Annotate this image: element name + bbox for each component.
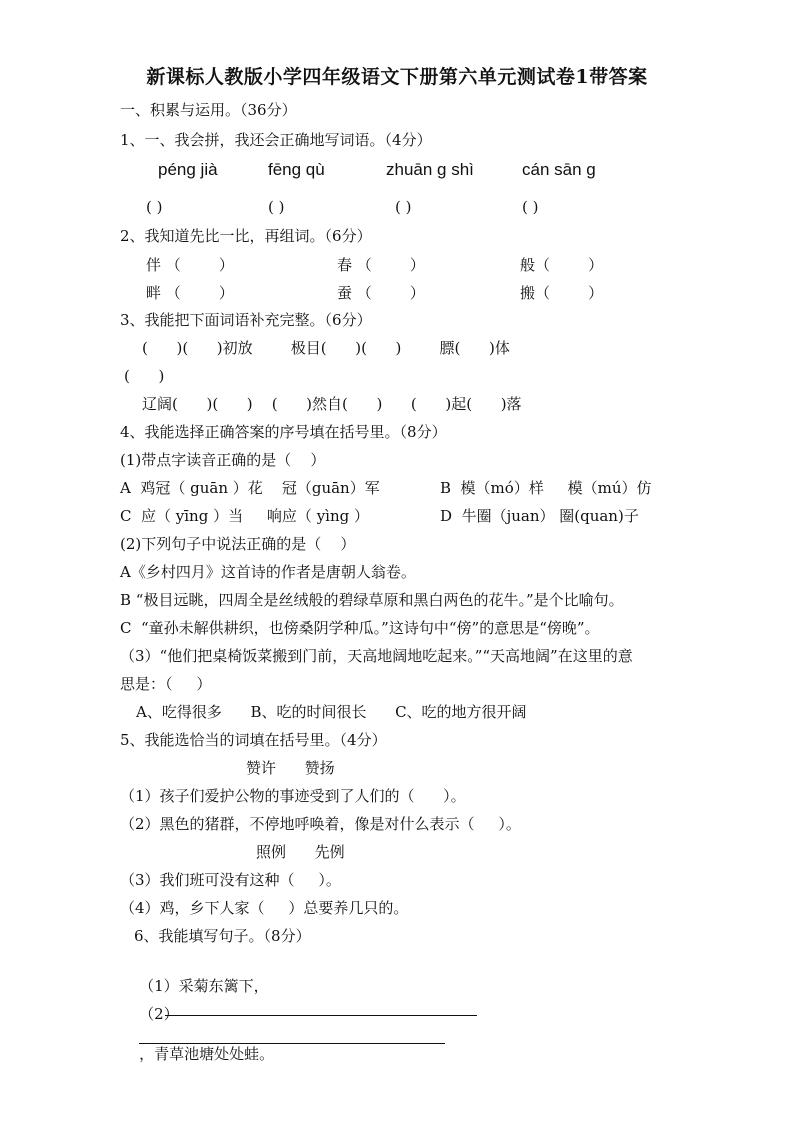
question-4-sub3-cont[interactable]: 思是：（ ） bbox=[120, 675, 212, 693]
pinyin-3: zhuān g shì bbox=[386, 160, 474, 179]
answer-blank-3[interactable]: ( ) bbox=[395, 198, 412, 216]
word-choices-1: 赞许 赞扬 bbox=[246, 759, 335, 777]
option-c: C 应（ yīng ）当 响应（ yìng ） bbox=[120, 507, 369, 525]
word-choices-2: 照例 先例 bbox=[256, 843, 345, 861]
fill-sentence-3[interactable]: （3）我们班可没有这种（ ）。 bbox=[120, 871, 341, 889]
compare-word[interactable]: 伴 （ ） bbox=[146, 256, 234, 274]
option-b: B 模（mó）样 模（mú）仿 bbox=[440, 479, 652, 497]
pinyin-2: fēng qù bbox=[268, 160, 325, 179]
question-4-sub3: （3）“他们把桌椅饭菜搬到门前，天高地阔地吃起来。”“天高地阔”在这里的意 bbox=[120, 647, 633, 665]
idiom-line-2[interactable]: 辽阔( )( ) ( )然自( ) ( )起( )落 bbox=[142, 395, 522, 413]
page-title: 新课标人教版小学四年级语文下册第六单元测试卷1带答案 bbox=[146, 66, 648, 88]
compare-word[interactable]: 畔 （ ） bbox=[146, 284, 234, 302]
fill-sentence-2[interactable]: （2）黑色的猪群，不停地呼唤着，像是对什么表示（ ）。 bbox=[120, 815, 521, 833]
pinyin-1: péng jià bbox=[158, 160, 218, 179]
fill-sentence-1[interactable]: （1）孩子们爱护公物的事迹受到了人们的（ ）。 bbox=[120, 787, 466, 805]
poem-line-2-text: ，青草池塘处处蛙。 bbox=[139, 1045, 275, 1063]
question-5-heading: 5、我能选恰当的词填在括号里。（4分） bbox=[120, 731, 387, 749]
option-a: A 鸡冠（ guān ）花 冠（guān）军 bbox=[120, 479, 380, 497]
idiom-line-1-cont[interactable]: ( ) bbox=[124, 367, 165, 385]
answer-line-2[interactable] bbox=[139, 1027, 445, 1044]
poem-line-1-text: （1）采菊东篱下， bbox=[139, 977, 269, 995]
question-4-sub1[interactable]: (1)带点字读音正确的是（ ） bbox=[120, 451, 326, 469]
poem-line-2 bbox=[120, 984, 445, 1084]
question-1-heading: 1、一、我会拼，我还会正确地写词语。（4分） bbox=[120, 131, 432, 149]
question-4-heading: 4、我能选择正确答案的序号填在括号里。（8分） bbox=[120, 423, 447, 441]
question-3-heading: 3、我能把下面词语补充完整。（6分） bbox=[120, 311, 372, 329]
pinyin-4: cán sān g bbox=[522, 160, 596, 179]
poem-line-2-prefix: （2） bbox=[139, 1005, 179, 1023]
idiom-line-1[interactable]: ( )( )初放 极目( )( ) 膘( )体 bbox=[142, 339, 510, 357]
question-2-heading: 2、我知道先比一比，再组词。（6分） bbox=[120, 227, 372, 245]
statement-b: B “极目远眺，四周全是丝绒般的碧绿草原和黑白两色的花牛。”是个比喻句。 bbox=[120, 591, 624, 609]
answer-blank-4[interactable]: ( ) bbox=[522, 198, 539, 216]
statement-a: A《乡村四月》这首诗的作者是唐朝人翁卷。 bbox=[120, 563, 416, 581]
statement-c: C “童孙未解供耕织，也傍桑阴学种瓜。”这诗句中“傍”的意思是“傍晚”。 bbox=[120, 619, 600, 637]
compare-word[interactable]: 搬（ ） bbox=[520, 284, 604, 302]
compare-word[interactable]: 春 （ ） bbox=[337, 256, 425, 274]
section-heading: 一、积累与运用。（36分） bbox=[120, 101, 297, 119]
fill-sentence-4[interactable]: （4）鸡，乡下人家（ ）总要养几只的。 bbox=[120, 899, 409, 917]
question-6-heading: 6、我能填写句子。（8分） bbox=[134, 927, 311, 945]
answer-blank-2[interactable]: ( ) bbox=[268, 198, 285, 216]
option-d: D 牛圈（juan） 圈(quan)子 bbox=[440, 507, 639, 525]
compare-word[interactable]: 蚕 （ ） bbox=[337, 284, 425, 302]
answer-blank-1[interactable]: ( ) bbox=[146, 198, 163, 216]
sub3-options: A、吃得很多 B、吃的时间很长 C、吃的地方很开阔 bbox=[136, 703, 527, 721]
compare-word[interactable]: 般（ ） bbox=[520, 256, 604, 274]
question-4-sub2[interactable]: (2)下列句子中说法正确的是（ ） bbox=[120, 535, 356, 553]
